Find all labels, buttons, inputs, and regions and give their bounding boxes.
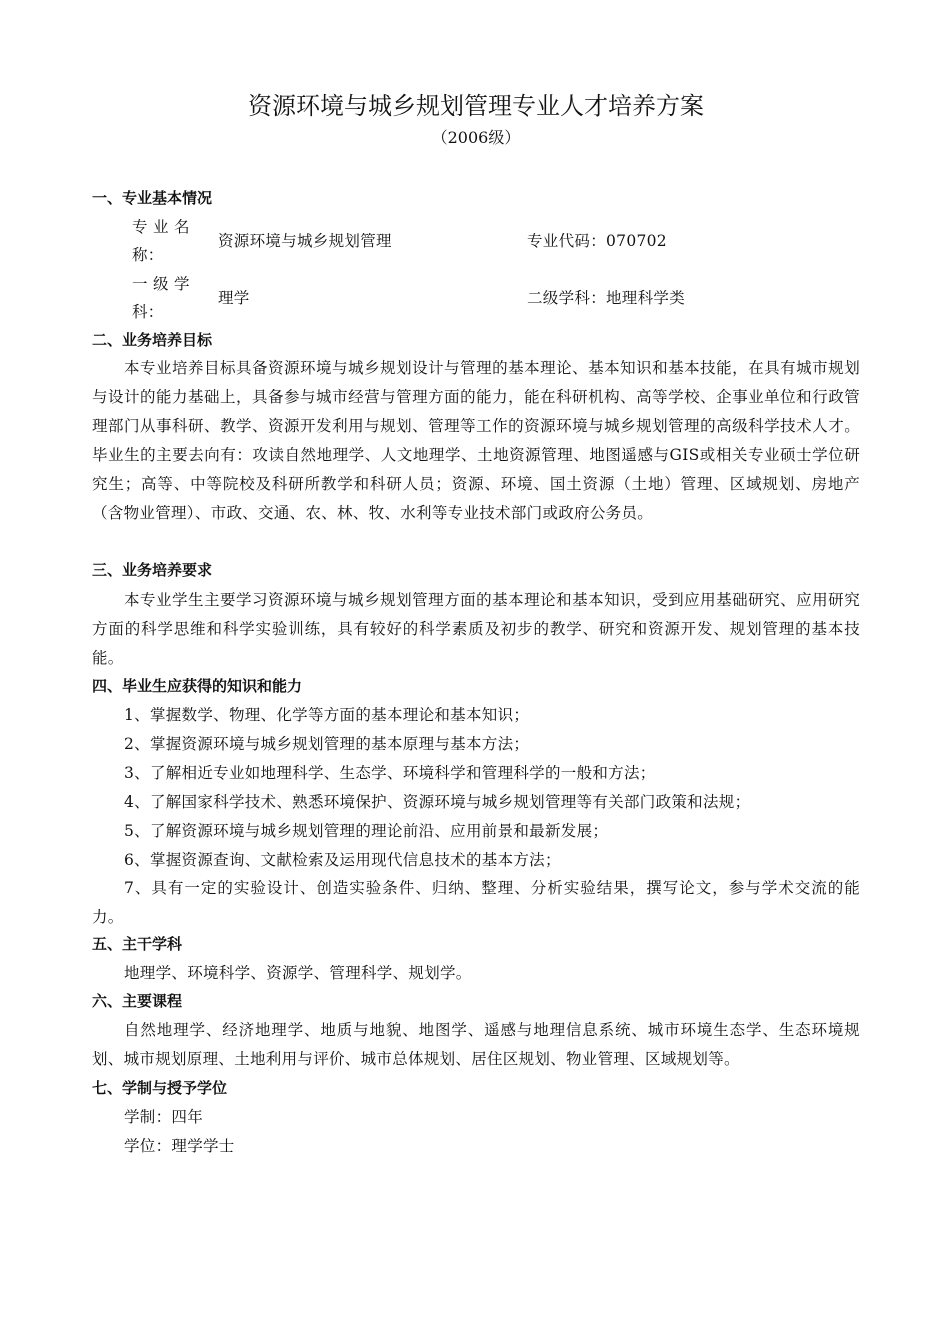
section-heading-knowledge-abilities: 四、毕业生应获得的知识和能力: [92, 677, 303, 695]
major-name-label-line1: 专 业 名: [132, 218, 190, 236]
knowledge-item: 3、了解相近专业如地理科学、生态学、环境科学和管理科学的一般和方法；: [124, 764, 656, 782]
knowledge-item: 4、了解国家科学技术、熟悉环境保护、资源环境与城乡规划管理等有关部门政策和法规；: [124, 793, 751, 811]
knowledge-item: 1、掌握数学、物理、化学等方面的基本理论和基本知识；: [124, 706, 530, 724]
level1-discipline-label-line1: 一 级 学: [132, 275, 190, 293]
level1-discipline-label-line2: 科：: [132, 303, 164, 321]
section-heading-main-courses: 六、主要课程: [92, 992, 183, 1010]
section-heading-basic-info: 一、专业基本情况: [92, 189, 213, 207]
training-goal-paragraph: 本专业培养目标具备资源环境与城乡规划设计与管理的基本理论、基本知识和基本技能，在具有城市规划与设计的能力基础上，具备参与城市经营与管理方面的能力，能在科研机构、高等学校、企事业单位和行政管理部门从事科研、教学、资源开发利用与规划、管理等工作的资源环境与城乡规划管理的高级科学技术人才。毕业生的主要去向有：攻读自然地理学、人文地理学、土地资源管理、地图遥感与GIS或相关专业硕士学位研究生；高等、中等院校及科研所教学和科研人员；资源、环境、国土资源（土地）管理、区域规划、房地产（含物业管理）、市政、交通、农、林、牧、水利等专业技术部门或政府公务员。: [92, 359, 860, 522]
training-requirements-paragraph: 本专业学生主要学习资源环境与城乡规划管理方面的基本理论和基本知识，受到应用基础研究、应用研究方面的科学思维和科学实验训练，具有较好的科学素质及初步的教学、研究和资源开发、规划管理的基本技能。: [92, 591, 860, 667]
knowledge-item: 7、具有一定的实验设计、创造实验条件、归纳、整理、分析实验结果，撰写论文，参与学术交流的能力。: [92, 879, 860, 926]
knowledge-item: 5、了解资源环境与城乡规划管理的理论前沿、应用前景和最新发展；: [124, 822, 609, 840]
study-duration: 学制：四年: [124, 1108, 204, 1126]
knowledge-item: 6、掌握资源查询、文献检索及运用现代信息技术的基本方法；: [124, 851, 561, 869]
section-heading-main-disciplines: 五、主干学科: [92, 935, 183, 953]
major-name-value: 资源环境与城乡规划管理: [218, 232, 392, 250]
main-courses-paragraph: 自然地理学、经济地理学、地质与地貌、地图学、遥感与地理信息系统、城市环境生态学、生态环境规划、城市规划原理、土地利用与评价、城市总体规划、居住区规划、物业管理、区域规划等。: [92, 1021, 860, 1068]
main-disciplines-text: 地理学、环境科学、资源学、管理科学、规划学。: [124, 964, 472, 982]
degree-awarded: 学位：理学学士: [124, 1137, 235, 1155]
level1-discipline-value: 理学: [218, 289, 250, 307]
document-title: 资源环境与城乡规划管理专业人才培养方案: [248, 92, 704, 120]
level2-discipline: 二级学科：地理科学类: [527, 289, 686, 307]
major-name-label-line2: 称：: [132, 246, 164, 264]
document-subtitle: （2006级）: [431, 128, 521, 147]
section-heading-training-goal: 二、业务培养目标: [92, 331, 213, 349]
major-code: 专业代码：070702: [527, 232, 667, 250]
knowledge-item: 2、掌握资源环境与城乡规划管理的基本原理与基本方法；: [124, 735, 530, 753]
section-heading-duration-degree: 七、学制与授予学位: [92, 1079, 228, 1097]
section-heading-training-requirements: 三、业务培养要求: [92, 561, 213, 579]
